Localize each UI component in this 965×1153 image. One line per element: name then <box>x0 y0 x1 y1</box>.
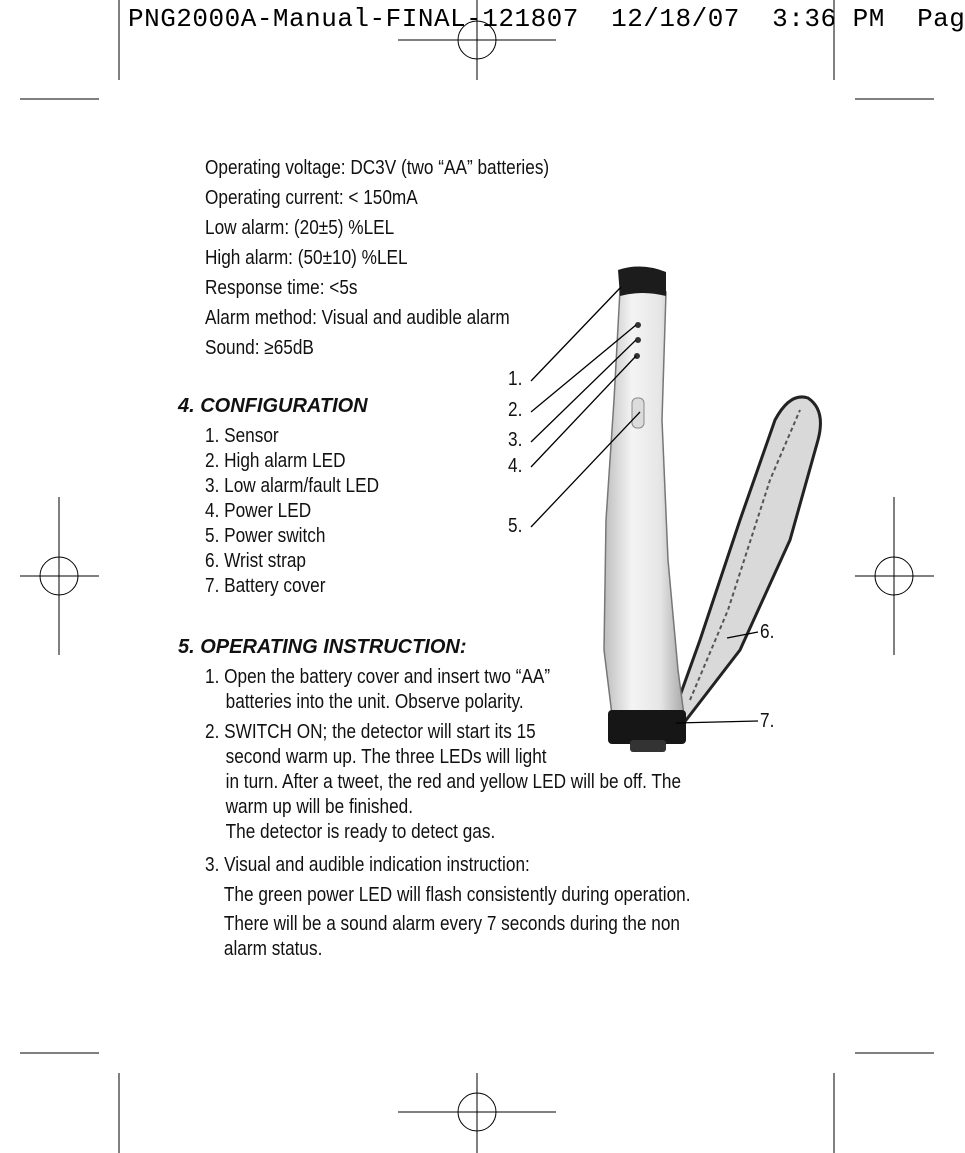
step3-line3: There will be a sound alarm every 7 seconds during the non <box>223 913 680 935</box>
step3-line2: The green power LED will flash consistently during operation. <box>223 884 691 906</box>
slug-date: 12/18/07 <box>611 4 740 34</box>
config-item-low-alarm-led: 3. Low alarm/fault LED <box>205 475 380 497</box>
operating-instruction-heading: 5. OPERATING INSTRUCTION: <box>178 636 467 658</box>
callout-4: 4. <box>508 455 523 477</box>
step2-line3: in turn. After a tweet, the red and yellow LED will be off. The <box>225 771 682 793</box>
spec-response-time: Response time: <5s <box>205 277 358 299</box>
operating-step-3 <box>205 850 770 962</box>
configuration-heading: 4. CONFIGURATION <box>178 395 368 417</box>
step2-line4: warm up will be finished. <box>225 796 414 818</box>
gas-detector-icon <box>604 266 686 752</box>
spec-operating-current: Operating current: < 150mA <box>205 187 418 209</box>
spec-high-alarm: High alarm: (50±10) %LEL <box>205 247 408 269</box>
operating-step-2 <box>205 720 759 845</box>
step3-line4: alarm status. <box>223 938 323 960</box>
config-item-wrist-strap: 6. Wrist strap <box>205 550 306 572</box>
step3-line1: 3. Visual and audible indication instruction: <box>205 854 530 876</box>
config-item-battery-cover: 7. Battery cover <box>205 575 326 597</box>
spec-sound: Sound: ≥65dB <box>205 337 314 359</box>
config-item-power-led: 4. Power LED <box>205 500 312 522</box>
config-item-power-switch: 5. Power switch <box>205 525 326 547</box>
spec-alarm-method: Alarm method: Visual and audible alarm <box>205 307 510 329</box>
spec-low-alarm: Low alarm: (20±5) %LEL <box>205 217 395 239</box>
callout-2: 2. <box>508 399 523 421</box>
configuration-list <box>205 424 407 599</box>
step2-line2: second warm up. The three LEDs will light <box>225 746 547 768</box>
registration-target-bottom <box>398 1073 556 1153</box>
callout-5: 5. <box>508 515 523 537</box>
step2-line5: The detector is ready to detect gas. <box>225 821 496 843</box>
config-item-sensor: 1. Sensor <box>205 425 279 447</box>
spec-operating-voltage: Operating voltage: DC3V (two “AA” batteries) <box>205 157 550 179</box>
slug-time: 3:36 PM <box>772 4 885 34</box>
slug-page: Pag <box>917 4 965 34</box>
specifications-block <box>205 153 605 363</box>
step1-line2: batteries into the unit. Observe polarity. <box>225 691 524 713</box>
wrist-strap-icon <box>672 397 820 728</box>
slug-filename: PNG2000A-Manual-FINAL-121807 <box>128 4 579 34</box>
callout-6: 6. <box>760 621 775 643</box>
callout-1: 1. <box>508 368 523 390</box>
registration-target-top <box>398 0 556 80</box>
config-item-high-alarm-led: 2. High alarm LED <box>205 450 346 472</box>
operating-step-1 <box>205 665 606 715</box>
registration-target-right <box>855 497 934 655</box>
step2-line1: 2. SWITCH ON; the detector will start its 15 <box>205 721 536 743</box>
callout-7: 7. <box>760 710 775 732</box>
registration-target-left <box>20 497 99 655</box>
callout-3: 3. <box>508 429 523 451</box>
step1-line1: 1. Open the battery cover and insert two “AA” <box>205 666 551 688</box>
